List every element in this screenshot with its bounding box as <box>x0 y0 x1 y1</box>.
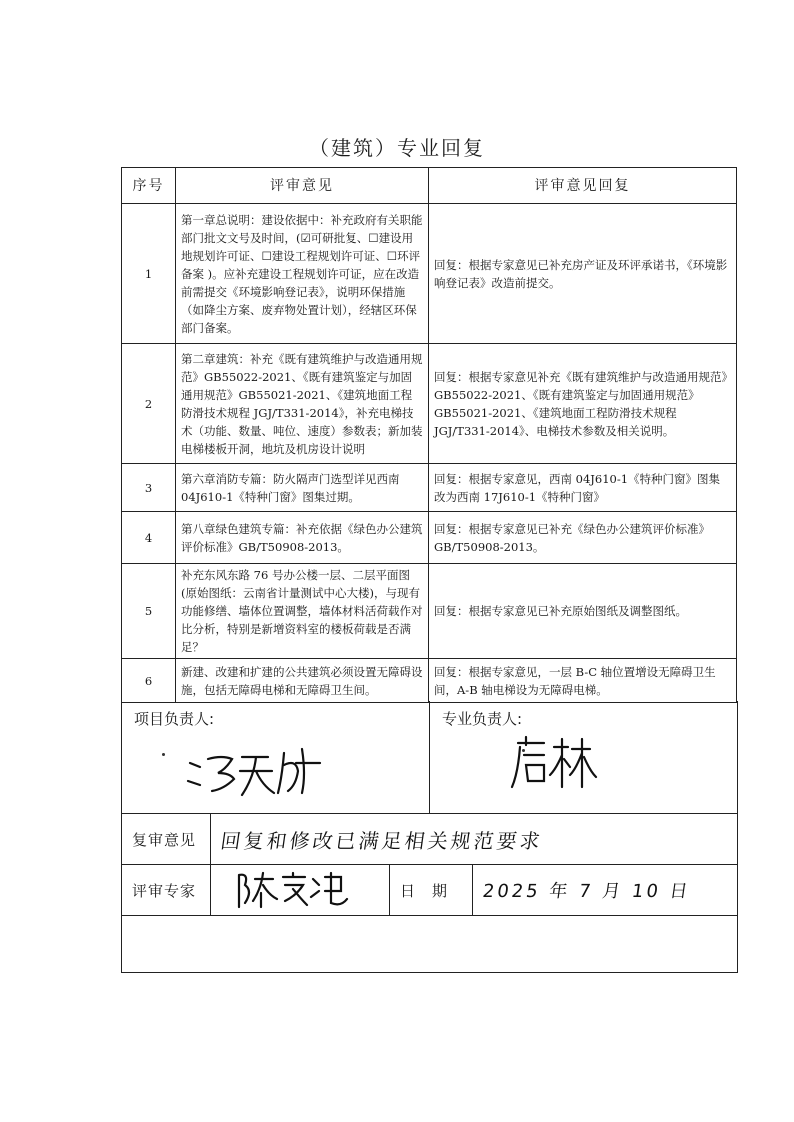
row-number: 2 <box>122 344 176 464</box>
review-reply: 回复：根据专家意见已补充原始图纸及调整图纸。 <box>429 564 737 659</box>
table-row <box>122 344 737 464</box>
recheck-text: 回复和修改已满足相关规范要求 <box>219 828 545 853</box>
table-row <box>122 564 737 659</box>
row-number: 1 <box>122 204 176 344</box>
date-label-cell <box>390 865 473 915</box>
expert-signature <box>233 869 353 911</box>
project-leader-signature <box>184 741 334 801</box>
header-opinion: 评审意见 <box>176 168 429 204</box>
recheck-label-cell <box>122 814 211 864</box>
date-value: 2025 年 7 月 10 日 <box>481 881 693 902</box>
expert-row <box>122 865 737 916</box>
review-opinion: 第六章消防专篇：防火隔声门选型详见西南 04J610-1《特种门窗》图集过期。 <box>176 464 429 512</box>
expert-signature-cell <box>211 865 390 915</box>
review-reply: 回复：根据专家意见，一层 B-C 轴位置增设无障碍卫生间，A-B 轴电梯设为无障碍电梯。 <box>429 659 737 703</box>
row-number: 3 <box>122 464 176 512</box>
row-number: 5 <box>122 564 176 659</box>
table-row <box>122 204 737 344</box>
review-reply: 回复：根据专家意见补充《既有建筑维护与改造通用规范》GB55022-2021、《既有建筑鉴定与加固通用规范》GB55021-2021、《建筑地面工程防滑技术规程 JGJ/T331-2014》、电梯技术参数及相关说明。 <box>429 344 737 464</box>
stray-mark <box>162 753 165 756</box>
review-reply: 回复：根据专家意见，西南 04J610-1《特种门窗》图集改为西南 17J610-1《特种门窗》 <box>429 464 737 512</box>
expert-label-cell <box>122 865 211 915</box>
recheck-row <box>122 814 737 865</box>
review-opinion: 补充东风东路 76 号办公楼一层、二层平面图(原始图纸：云南省计量测试中心大楼)，与现有功能修缮、墙体位置调整，墙体材料活荷载作对比分析，特别是新增资料室的楼板荷载是否满足？ <box>176 564 429 659</box>
recheck-text-cell <box>211 814 737 864</box>
review-table <box>121 167 737 703</box>
table-row <box>122 659 737 703</box>
blank-row <box>122 916 737 972</box>
header-seq: 序号 <box>122 168 176 204</box>
specialty-leader-cell <box>429 701 737 813</box>
stray-mark <box>522 749 525 752</box>
review-opinion: 新建、改建和扩建的公共建筑必须设置无障碍设施，包括无障碍电梯和无障碍卫生间。 <box>176 659 429 703</box>
page-title: （建筑）专业回复 <box>309 136 485 160</box>
review-opinion: 第八章绿色建筑专篇：补充依据《绿色办公建筑评价标准》GB/T50908-2013。 <box>176 512 429 564</box>
leader-signature-row <box>122 701 737 814</box>
signature-section <box>121 701 738 973</box>
review-reply: 回复：根据专家意见已补充房产证及环评承诺书，《环境影响登记表》改造前提交。 <box>429 204 737 344</box>
expert-label: 评审专家 <box>132 881 197 900</box>
blank-cell <box>122 916 210 972</box>
review-reply: 回复：根据专家意见已补充《绿色办公建筑评价标准》GB/T50908-2013。 <box>429 512 737 564</box>
header-reply: 评审意见回复 <box>429 168 737 204</box>
recheck-label: 复审意见 <box>132 830 197 849</box>
table-row <box>122 512 737 564</box>
project-leader-cell <box>122 701 429 813</box>
review-opinion: 第一章总说明：建设依据中：补充政府有关职能部门批文文号及时间，(☑可研批复、☐建设用地规划许可证、☐建设工程规划许可证、☐环评备案 )。应补充建设工程规划许可证，应在改造前需提交《环境影响登记表》，说明环保措施（如降尘方案、废弃物处置计划），经辖区环保部门备案。 <box>176 204 429 344</box>
row-number: 4 <box>122 512 176 564</box>
table-header-row <box>122 168 737 204</box>
project-leader-label: 项目负责人: <box>134 710 215 728</box>
specialty-leader-label: 专业负责人: <box>442 710 523 728</box>
date-value-cell <box>473 865 737 915</box>
date-label: 日 期 <box>400 881 449 900</box>
row-number: 6 <box>122 659 176 703</box>
review-opinion: 第二章建筑：补充《既有建筑维护与改造通用规范》GB55022-2021、《既有建筑鉴定与加固通用规范》GB55021-2021、《建筑地面工程防滑技术规程 JGJ/T331-2014》，补充电梯技术（功能、数量、吨位、速度）参数表；新加装电梯楼板开洞，地坑及机房设计说明 <box>176 344 429 464</box>
specialty-leader-signature <box>508 733 598 793</box>
table-row <box>122 464 737 512</box>
